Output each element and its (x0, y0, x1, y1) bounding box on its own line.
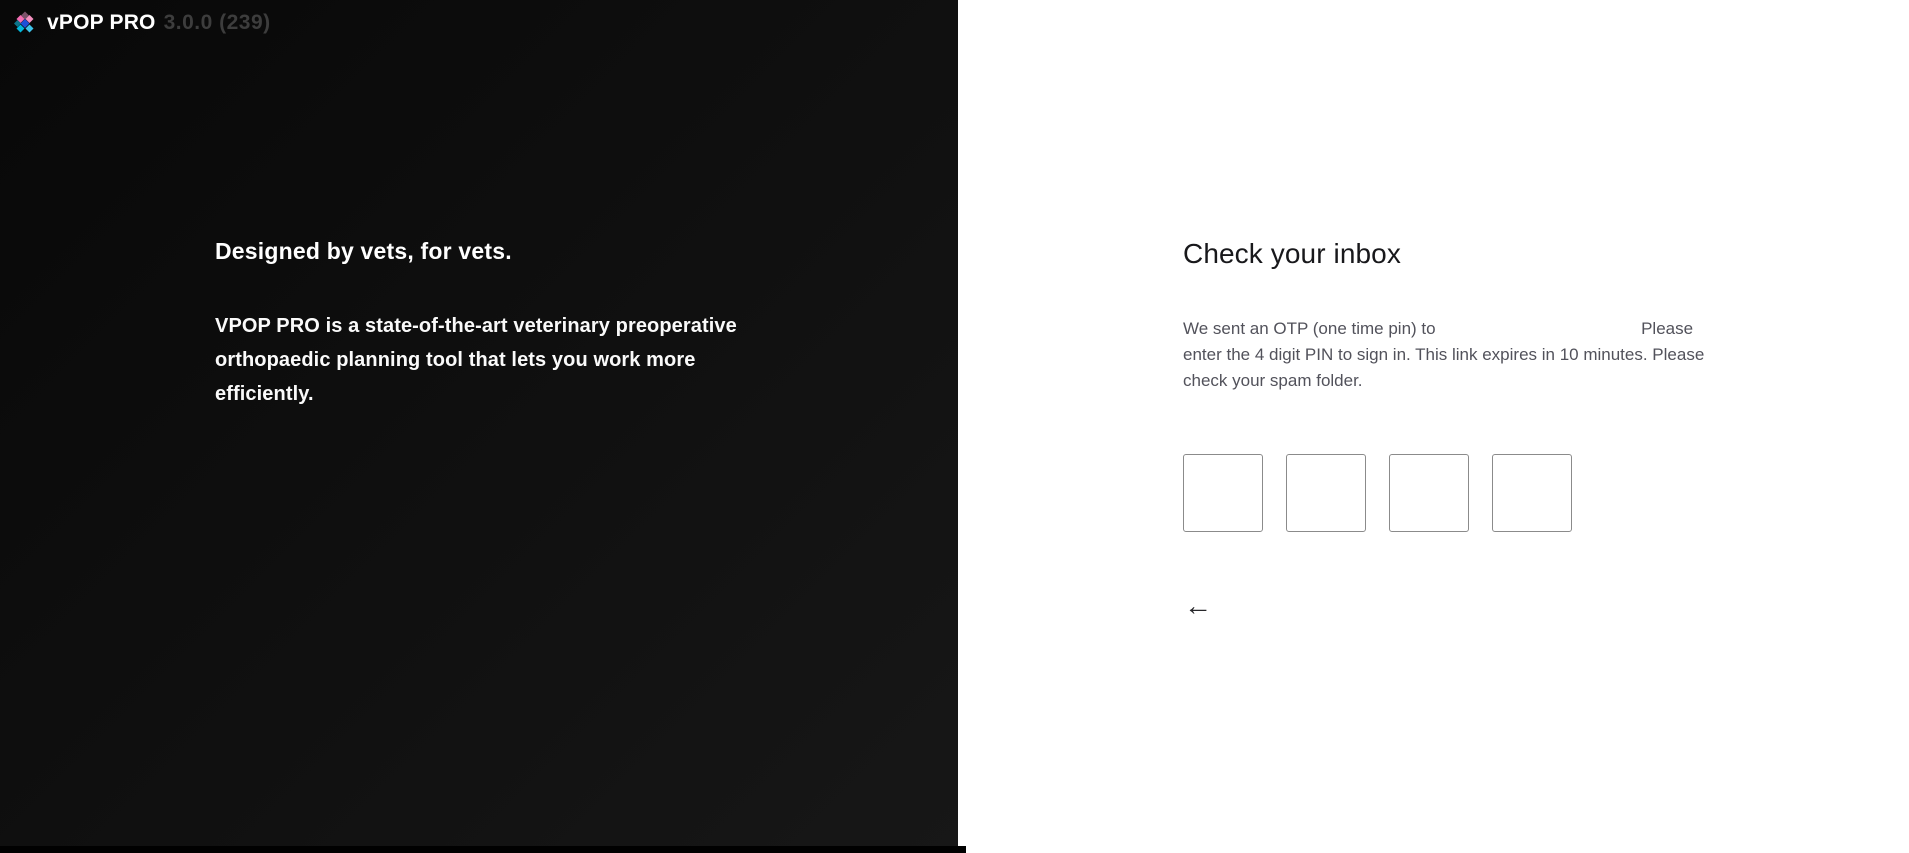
otp-input-row (1183, 454, 1725, 532)
app-title: vPOP PRO (47, 11, 156, 34)
horizontal-scrollbar-thumb[interactable] (0, 846, 966, 853)
otp-panel (958, 0, 1909, 853)
vpop-logo-icon (13, 11, 37, 35)
otp-input-4[interactable] (1492, 454, 1572, 532)
otp-input-1[interactable] (1183, 454, 1263, 532)
otp-heading: Check your inbox (1183, 238, 1401, 269)
otp-input-3[interactable] (1389, 454, 1469, 532)
app-version: 3.0.0 (239) (163, 11, 271, 34)
otp-message-before-email: We sent an OTP (one time pin) to (1183, 319, 1436, 338)
hero-description: VPOP PRO is a state-of-the-art veterinary preoperative orthopaedic planning tool that lets you work more efficiently. (215, 315, 737, 405)
otp-content (1183, 238, 1725, 624)
brand (13, 11, 271, 35)
back-button[interactable] (1184, 588, 1218, 624)
otp-message-after-email: Please enter the 4 digit PIN to sign in. This link expires in 10 minutes. Please check your spam folder. (1183, 319, 1705, 390)
hero-heading: Designed by vets, for vets. (215, 238, 512, 264)
back-arrow-icon: ← (1184, 590, 1212, 621)
otp-input-2[interactable] (1286, 454, 1366, 532)
redacted-email (1440, 333, 1636, 334)
otp-message (1183, 316, 1725, 394)
hero-text (215, 238, 745, 411)
